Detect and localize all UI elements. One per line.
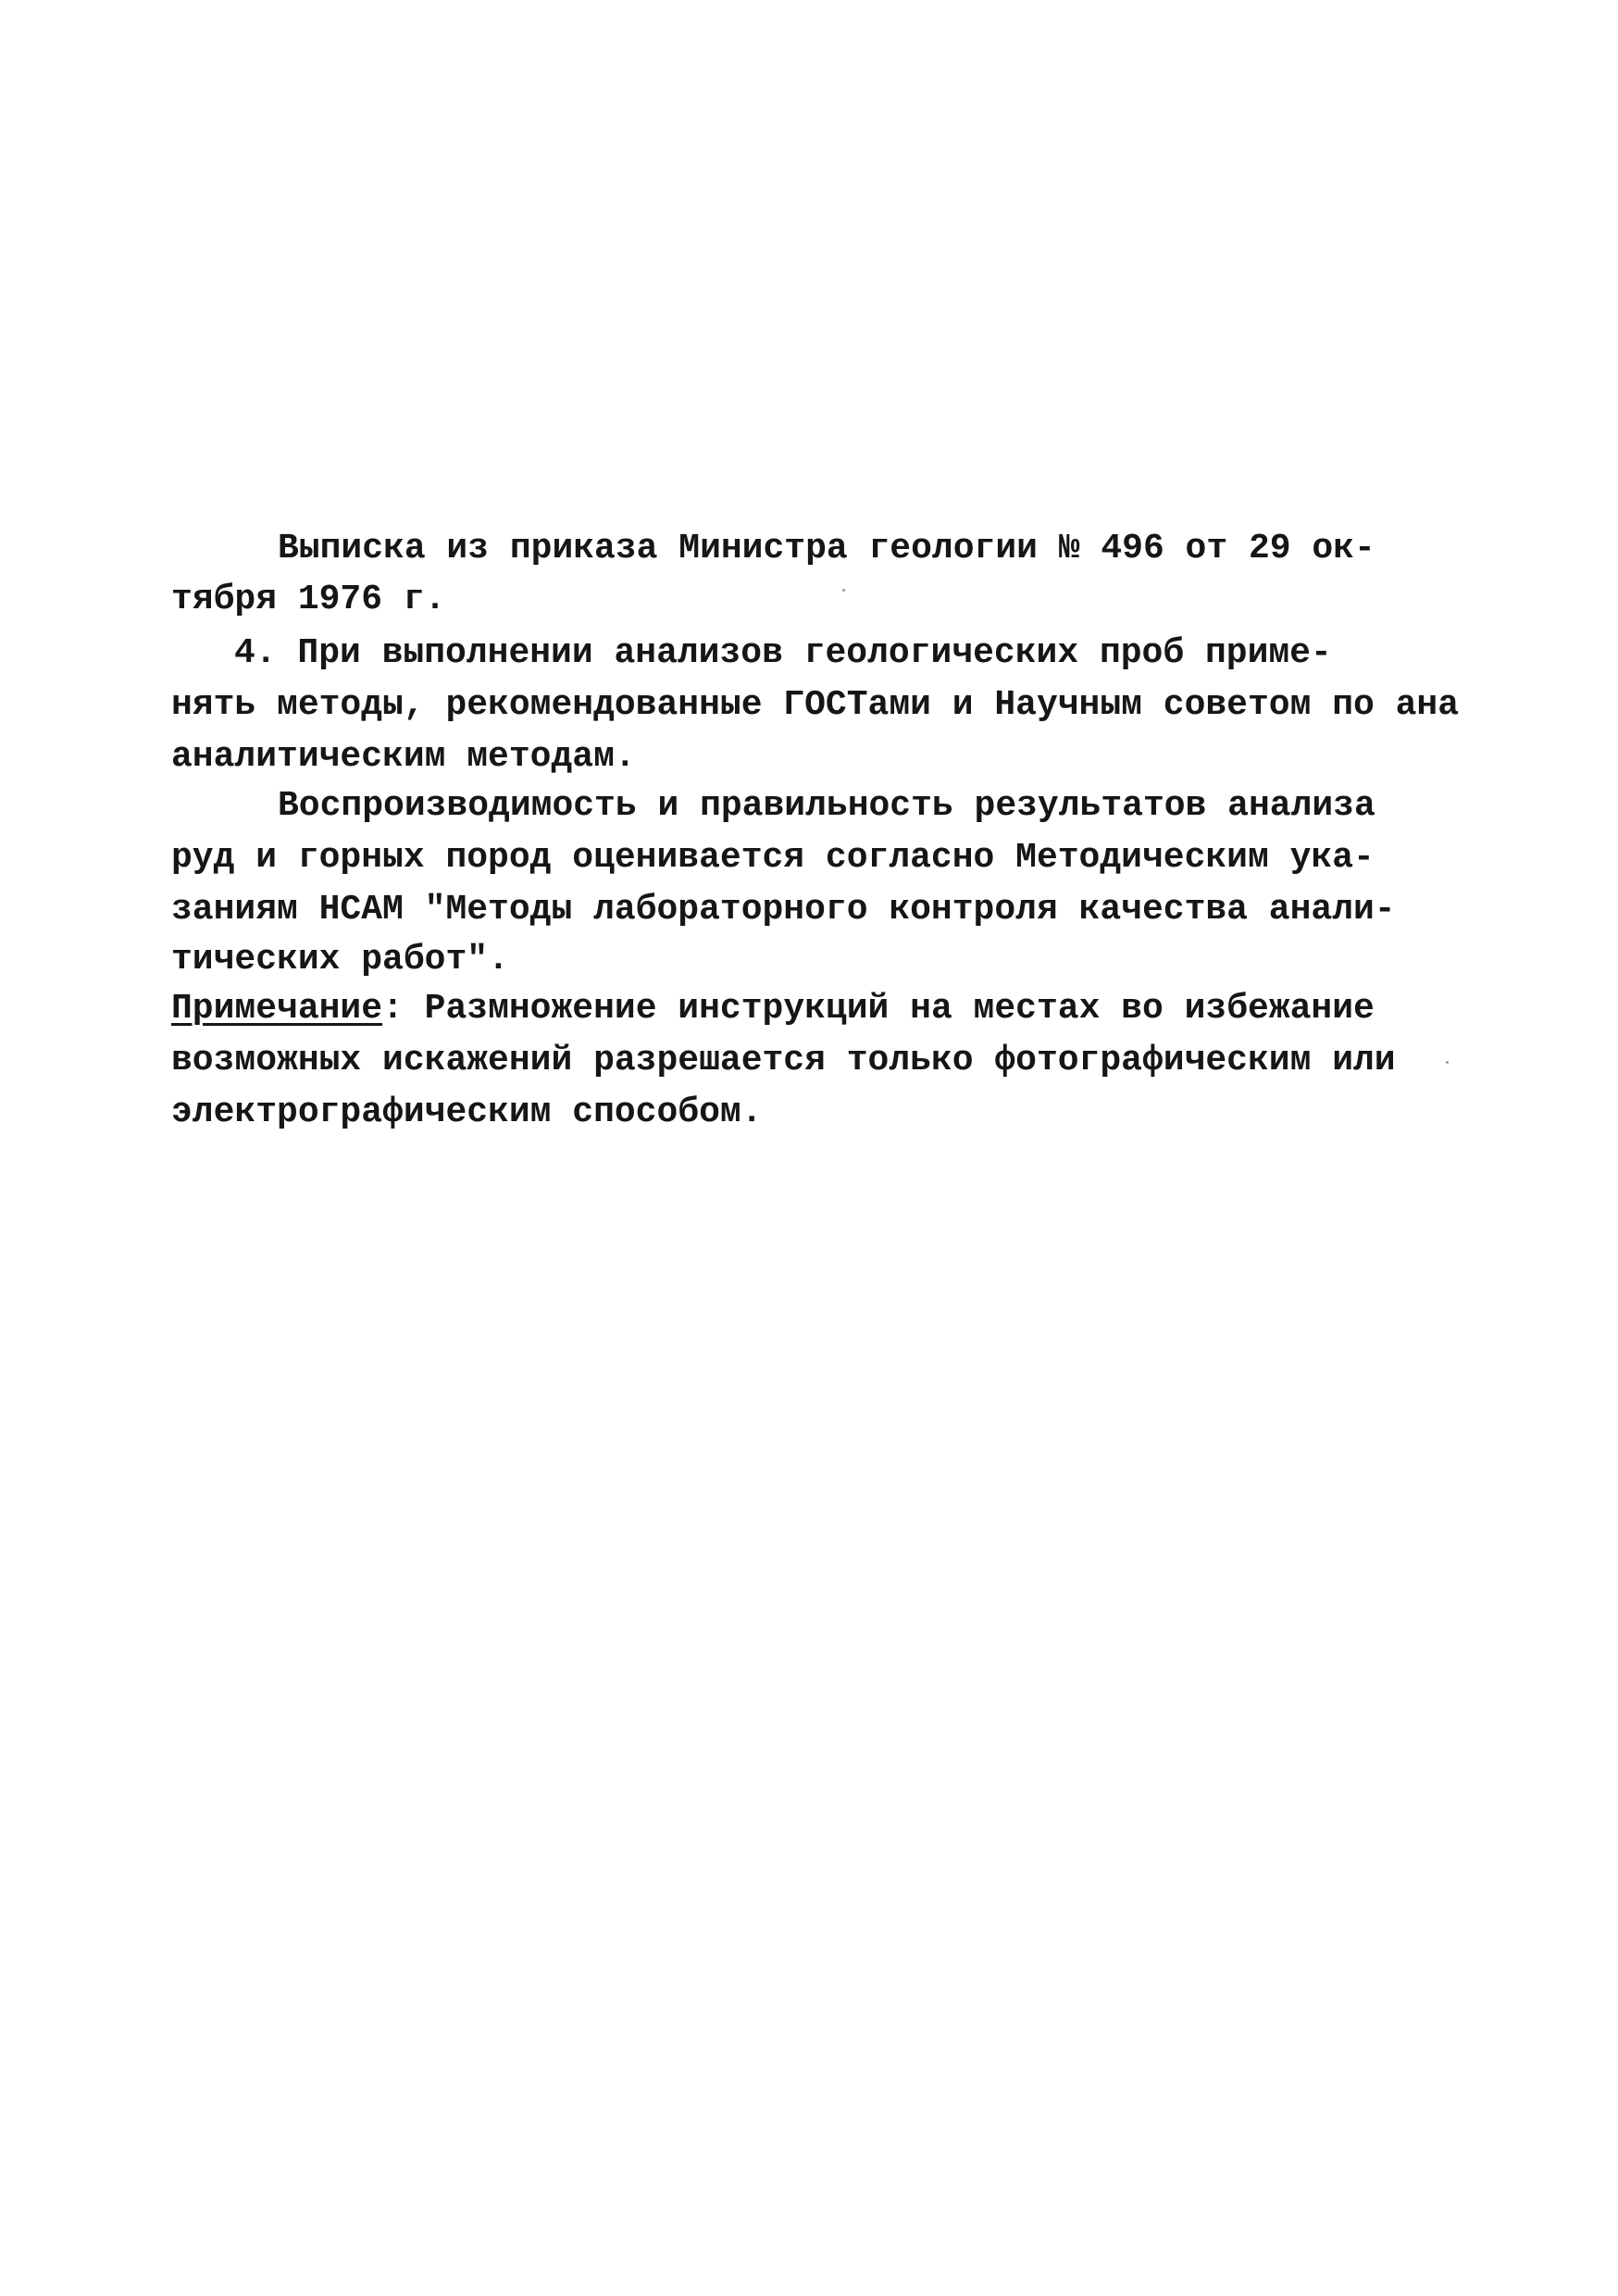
repro-line-4: тических работ". bbox=[171, 940, 509, 980]
heading-line-1: Выписка из приказа Министра геологии № 496 от 29 ок- bbox=[278, 529, 1375, 568]
item4-line-1: 4. При выполнении анализов геологических проб приме- bbox=[234, 633, 1332, 673]
item4-line-2: нять методы, рекомендованные ГОСТами и Научным советом по ана bbox=[171, 685, 1460, 725]
repro-line-3: заниям НСАМ "Методы лабораторного контроля качества анали- bbox=[171, 890, 1396, 930]
repro-line-1: Воспроизводимость и правильность результатов анализа bbox=[278, 786, 1375, 826]
note-line-1 bbox=[171, 989, 1375, 1029]
repro-line-2: руд и горных пород оценивается согласно Методическим ука- bbox=[171, 838, 1375, 878]
heading-line-2: тября 1976 г. bbox=[171, 580, 446, 619]
note-line-2: возможных искажений разрешается только фотографическим или bbox=[171, 1041, 1396, 1080]
paper-speck bbox=[842, 589, 845, 592]
item4-line-3: аналитическим методам. bbox=[171, 737, 636, 777]
note-label: Примечание bbox=[171, 989, 383, 1029]
note-line-3: электрографическим способом. bbox=[171, 1092, 763, 1132]
note-line-1-rest: : Размножение инструкций на местах во избежание bbox=[382, 989, 1375, 1029]
paper-speck bbox=[1446, 1061, 1449, 1064]
